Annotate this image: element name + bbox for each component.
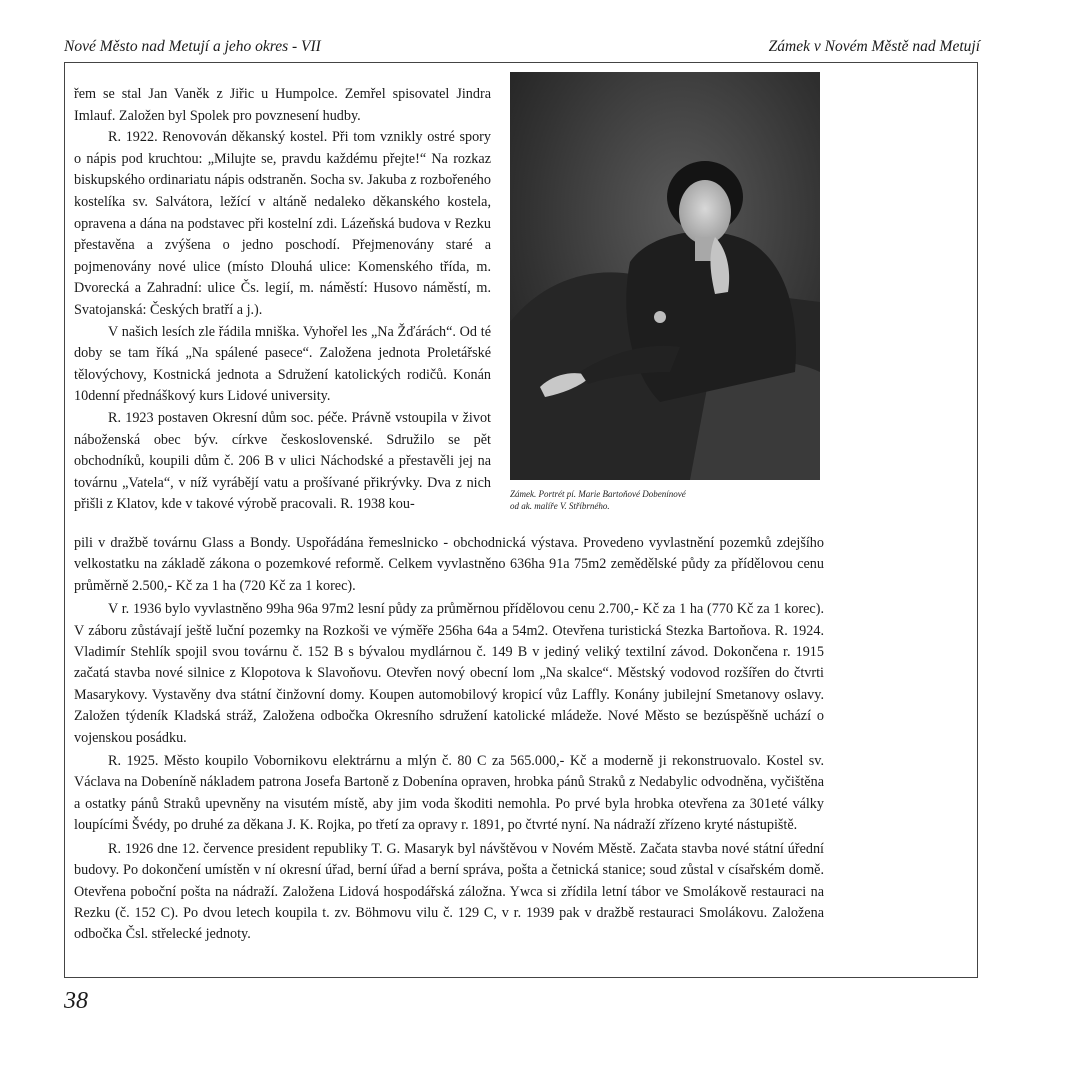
portrait-photo bbox=[510, 72, 820, 480]
caption-line: Zámek. Portrét pí. Marie Bartoňové Dobenínové bbox=[510, 489, 686, 499]
paragraph: R. 1923 postaven Okresní dům soc. péče. Právně vstoupila v život náboženská obec býv. církve československé. Sdružilo se pět obchodníků, koupili dům č. 206 B v ulici Náchodské a přestavěli jej na továrnu „Vatela“, v níž vyrábějí vatu a prošívané přikrývky. Dva z nich přišli z Klatov, kde v takové výrobě pracovali. R. 1938 kou- bbox=[74, 409, 491, 513]
paragraph: V r. 1936 bylo vyvlastněno 99ha 96a 97m2 lesní půdy za průměrnou přídělovou cenu 2.700,- Kč za 1 ha (770 Kč za 1 korec). V záboru zůstávají ještě luční pozemky na Rozkoši ve výměře 256ha 64a a 54m2. Otevřena turistická Stezka Bartoňova. R. 1924. Vladimír Stehlík spojil svou továrnu č. 152 B s bývalou mydlárnou č. 149 B v jediný veliký textilní závod. Dokončena r. 1915 začatá stavba nové silnice z Klopotova k Slavoňovu. Otevřen nový obecní lom „Na skalce“. Městský vodovod rozšířen do čtvrti Masarykovy. Vystavěny dva státní činžovní domy. Koupen automobilový kropicí vůz Laffly. Konány jubilejní Smetanovy oslavy. Založen týdeník Kladská stráž, Založena odbočka Okresního sdružení katolické mládeže. Nové Město se bezúspěšně uchází o vojenskou posádku. bbox=[74, 601, 824, 746]
paragraph: řem se stal Jan Vaněk z Jiřic u Humpolce. Zemřel spisovatel Jindra Imlauf. Založen byl Spolek pro povznesení hudby. bbox=[74, 86, 491, 124]
paragraph: pili v dražbě továrnu Glass a Bondy. Uspořádána řemeslnicko - obchodnická výstava. Provedeno vyvlastnění pozemků zdejšího velkostatku na základě zákona o pozemkové reformě. Celkem vyvlastněno 636ha 91a 75m2 zemědělské půdy za přídělovou cenu průměrně 2.500,- Kč za 1 ha (720 Kč za 1 korec). bbox=[74, 535, 824, 594]
paragraph: R. 1925. Město koupilo Vobornikovu elektrárnu a mlýn č. 80 C za 565.000,- Kč a moderně ji rekonstruovalo. Kostel sv. Václava na Dobeníně nákladem patrona Josefa Bartoně z Dobenína opraven, hrobka pánů Straků z Nedabylic odvodněna, vyčištěna a ostatky pánů Straků upevněny na visutém místě, aby jim voda škoditi nemohla. Po prvé byla hrobka otevřena za 301eté války loupícími Švédy, po druhé za děkana J. K. Rojka, po třetí za opravy r. 1891, po čtvrté nyní. Na nádraží zřízeno kryté nástupiště. bbox=[74, 753, 824, 834]
header-right-title: Zámek v Novém Městě nad Metují bbox=[768, 38, 980, 55]
paragraph: R. 1922. Renovován děkanský kostel. Při tom vznikly ostré spory o nápis pod kruchtou: „Milujte se, pravdu každému přejte!“ Na rozkaz biskupského ordinariatu nápis odstraněn. Socha sv. Jakuba z rozbořeného kostelíka sv. Salvátora, ležící v altáně nedaleko děkanského kostela, opravena a dána na podstavec při kostelní zdi. Lázeňská budova v Rezku přestavěna a zvýšena o jedno poschodí. Přejmenovány staré a pojmenovány nové ulice (místo Dlouhá ulice: Komenského třída, m. Dvorecká a Zahradní: ulice Čs. legií, m. náměstí: Husovo náměstí, m. Svatojanská: Českých bratří a j.). bbox=[74, 129, 491, 318]
header-left-title: Nové Město nad Metují a jeho okres - VII bbox=[64, 38, 321, 55]
left-column-text bbox=[74, 84, 491, 516]
portrait-image bbox=[510, 72, 820, 480]
page-number: 38 bbox=[64, 988, 88, 1014]
full-width-text bbox=[74, 533, 824, 946]
paragraph: V našich lesích zle řádila mniška. Vyhořel les „Na Žďárách“. Od té doby se tam říká „Na spálené pasece“. Založena jednota Proletářské tělovýchovy, Kostnická jednota a Sdružení katolických rodičů. Konán 10denní přednáškový kurs Lidové university. bbox=[74, 323, 491, 405]
caption-line: od ak. malíře V. Stříbrného. bbox=[510, 501, 610, 511]
paragraph: R. 1926 dne 12. července president republiky T. G. Masaryk byl návštěvou v Novém Městě. Začata stavba nové státní úřední budovy. Po dokončení umístěn v ní okresní úřad, berní úřad a berní správa, pošta a četnická stanice; soud zůstal v císařském domě. Otevřena poboční pošta na nádraží. Založena Lidová hospodářská záložna. Ywca si zřídila letní tábor ve Smolákově restauraci na Rezku (č. 152 C). Po dvou letech koupila t. zv. Böhmovu vilu č. 129 C, v r. 1939 pak v dražbě restauraci Smolákovu. Založena odbočka Čsl. střelecké jednoty. bbox=[74, 840, 824, 943]
running-header bbox=[64, 38, 980, 60]
photo-caption bbox=[510, 488, 820, 512]
